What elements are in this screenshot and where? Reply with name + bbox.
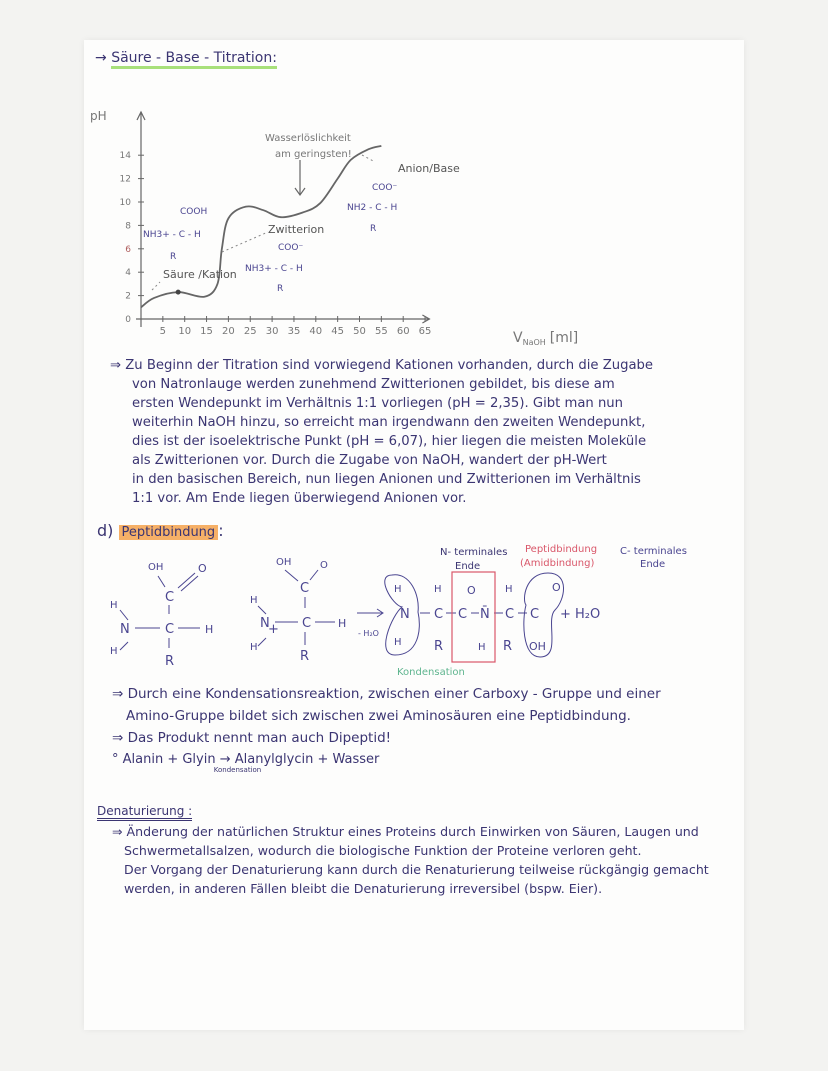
minus-water: - H₂O xyxy=(358,629,379,638)
svg-text:(Amidbindung): (Amidbindung) xyxy=(520,558,595,569)
x-tick-label: 40 xyxy=(309,326,323,337)
text-line: in den basischen Bereich, nun liegen Anionen und Zwitterionen im Verhältnis xyxy=(132,472,641,487)
y-tick-label: 12 xyxy=(119,174,131,185)
svg-text:C: C xyxy=(458,607,468,622)
text-line: Schwermetallsalzen, wodurch die biologische Funktion der Proteine verloren geht. xyxy=(124,843,642,858)
text-line: werden, in anderen Fällen bleibt die Denaturierung irreversibel (bspw. Eier). xyxy=(124,881,603,896)
svg-text:C: C xyxy=(165,590,175,605)
x-tick-label: 55 xyxy=(374,326,388,337)
svg-text:OH: OH xyxy=(148,562,164,573)
svg-text:O: O xyxy=(467,584,476,597)
text-line: ersten Wendepunkt im Verhältnis 1:1 vorliegen (pH = 2,35). Gibt man nun xyxy=(132,396,624,411)
svg-text:OH: OH xyxy=(529,640,546,653)
plus-sign: + xyxy=(268,622,279,637)
svg-text:N: N xyxy=(260,616,270,631)
x-tick-label: 5 xyxy=(159,326,167,337)
x-tick-label: 60 xyxy=(396,326,410,337)
example-reaction: ° Alanin + Glyin → Kondensation Alanylglycin + Wasser xyxy=(112,752,380,774)
svg-text:R: R xyxy=(503,639,513,654)
svg-text:R: R xyxy=(165,654,175,669)
kation-formula-mid: NH3+ - C - H xyxy=(143,230,201,240)
arrow-icon: → xyxy=(95,50,107,66)
label-anion: Anion/Base xyxy=(398,162,460,175)
section-d-heading: d) Peptidbindung : xyxy=(97,521,224,540)
svg-text:C: C xyxy=(300,581,310,596)
y-tick-label: 2 xyxy=(125,291,131,302)
svg-text:H: H xyxy=(205,623,214,636)
text-line: Amino-Gruppe bildet sich zwischen zwei Aminosäuren eine Peptidbindung. xyxy=(126,708,631,724)
y-tick-label: 8 xyxy=(125,221,131,232)
svg-text:H: H xyxy=(434,584,442,595)
x-tick-label: 30 xyxy=(265,326,279,337)
kation-formula-top: COOH xyxy=(180,207,208,217)
svg-text:OH: OH xyxy=(276,557,292,568)
denaturierung-text xyxy=(112,822,709,898)
label-kation: Säure /Kation xyxy=(163,268,237,281)
svg-text:R: R xyxy=(300,649,310,664)
amino-acid-1 xyxy=(110,562,213,669)
kondensation-label: Kondensation xyxy=(397,667,465,678)
x-tick-label: 35 xyxy=(287,326,301,337)
svg-text:H: H xyxy=(110,600,118,611)
anion-formula-mid: NH2 - C - H xyxy=(347,203,398,213)
svg-text:N: N xyxy=(400,607,410,622)
c-terminal-label: C- terminales xyxy=(620,546,687,557)
annotation-line1: Wasserlöslichkeit xyxy=(265,133,351,144)
anion-formula-top: COO⁻ xyxy=(372,183,398,193)
anion-formula-bottom: R xyxy=(370,224,377,234)
x-tick-label: 15 xyxy=(200,326,213,337)
svg-text:O: O xyxy=(198,562,207,575)
x-tick-label: 50 xyxy=(353,326,366,337)
svg-text:Ende: Ende xyxy=(455,561,481,572)
label-zwitterion: Zwitterion xyxy=(268,223,325,236)
svg-text:N: N xyxy=(120,622,130,637)
y-tick-label: 0 xyxy=(125,315,131,325)
amino-acid-2 xyxy=(250,557,346,664)
svg-text:C: C xyxy=(302,616,312,631)
svg-text:C: C xyxy=(165,622,175,637)
highlighted-heading: Peptidbindung xyxy=(119,525,219,540)
svg-text:N̄: N̄ xyxy=(480,607,490,622)
x-axis-label: $V_{NaOH}$ [ml] xyxy=(513,330,579,347)
zwitter-formula-mid: NH3+ - C - H xyxy=(245,264,303,274)
svg-text:R: R xyxy=(434,639,444,654)
svg-text:C: C xyxy=(434,607,444,622)
y-tick-label: 14 xyxy=(119,151,131,162)
svg-text:H: H xyxy=(250,595,258,606)
text-line: Der Vorgang der Denaturierung kann durch die Renaturierung teilweise rückgängig gemacht xyxy=(124,862,709,877)
dipeptide xyxy=(394,581,600,654)
svg-text:H: H xyxy=(478,642,486,653)
peptide-bond-label: Peptidbindung xyxy=(525,544,598,555)
x-tick-label: 10 xyxy=(178,326,192,337)
text-line: ⇒ Zu Beginn der Titration sind vorwiegend Kationen vorhanden, durch die Zugabe xyxy=(110,358,654,373)
n-terminal-label: N- terminales xyxy=(440,547,508,558)
text-line: ⇒ Änderung der natürlichen Struktur eines Proteins durch Einwirken von Säuren, Laugen und xyxy=(112,824,699,839)
svg-text:C: C xyxy=(530,607,540,622)
y-tick-label: 6 xyxy=(125,244,131,255)
denaturierung-heading: Denaturierung : xyxy=(97,800,192,819)
svg-text:H: H xyxy=(394,584,402,595)
peptide-explanation xyxy=(112,683,661,749)
svg-text:O: O xyxy=(320,560,328,571)
text-line: dies ist der isoelektrische Punkt (pH = 6,07), hier liegen die meisten Moleküle xyxy=(132,434,647,449)
plus-water: + H₂O xyxy=(560,607,601,622)
text-line: von Natronlauge werden zunehmend Zwitterionen gebildet, bis diese am xyxy=(132,377,615,392)
title-text: Säure - Base - Titration: xyxy=(111,50,277,69)
text-line: 1:1 vor. Am Ende liegen überwiegend Anionen vor. xyxy=(132,491,467,506)
svg-text:H: H xyxy=(338,617,347,630)
svg-text:Ende: Ende xyxy=(640,559,666,570)
svg-text:H: H xyxy=(505,584,513,595)
y-tick-label: 10 xyxy=(119,198,131,208)
svg-text:C: C xyxy=(505,607,515,622)
x-tick-label: 45 xyxy=(331,326,345,337)
y-tick-label: 4 xyxy=(125,268,131,279)
zwitter-formula-top: COO⁻ xyxy=(278,243,304,253)
annotation-line2: am geringsten! xyxy=(275,149,352,160)
svg-text:H: H xyxy=(250,642,258,653)
x-tick-label: 65 xyxy=(418,326,432,337)
text-line: ⇒ Das Produkt nennt man auch Dipeptid! xyxy=(112,730,392,746)
text-line: weiterhin NaOH hinzu, so erreicht man irgendwann den zweiten Wendepunkt, xyxy=(132,415,646,430)
x-tick-label: 20 xyxy=(222,326,235,337)
reaction-arrow-icon: → xyxy=(219,752,231,767)
kation-formula-bottom: R xyxy=(170,252,177,262)
svg-text:O: O xyxy=(552,581,561,594)
text-line: ⇒ Durch eine Kondensationsreaktion, zwischen einer Carboxy - Gruppe und einer xyxy=(112,686,661,702)
text-line: als Zwitterionen vor. Durch die Zugabe von NaOH, wandert der pH-Wert xyxy=(132,453,607,468)
svg-text:H: H xyxy=(394,637,402,648)
y-axis-label: pH xyxy=(90,109,107,123)
x-tick-label: 25 xyxy=(243,326,257,337)
zwitter-formula-bottom: R xyxy=(277,284,284,294)
svg-text:H: H xyxy=(110,646,118,657)
